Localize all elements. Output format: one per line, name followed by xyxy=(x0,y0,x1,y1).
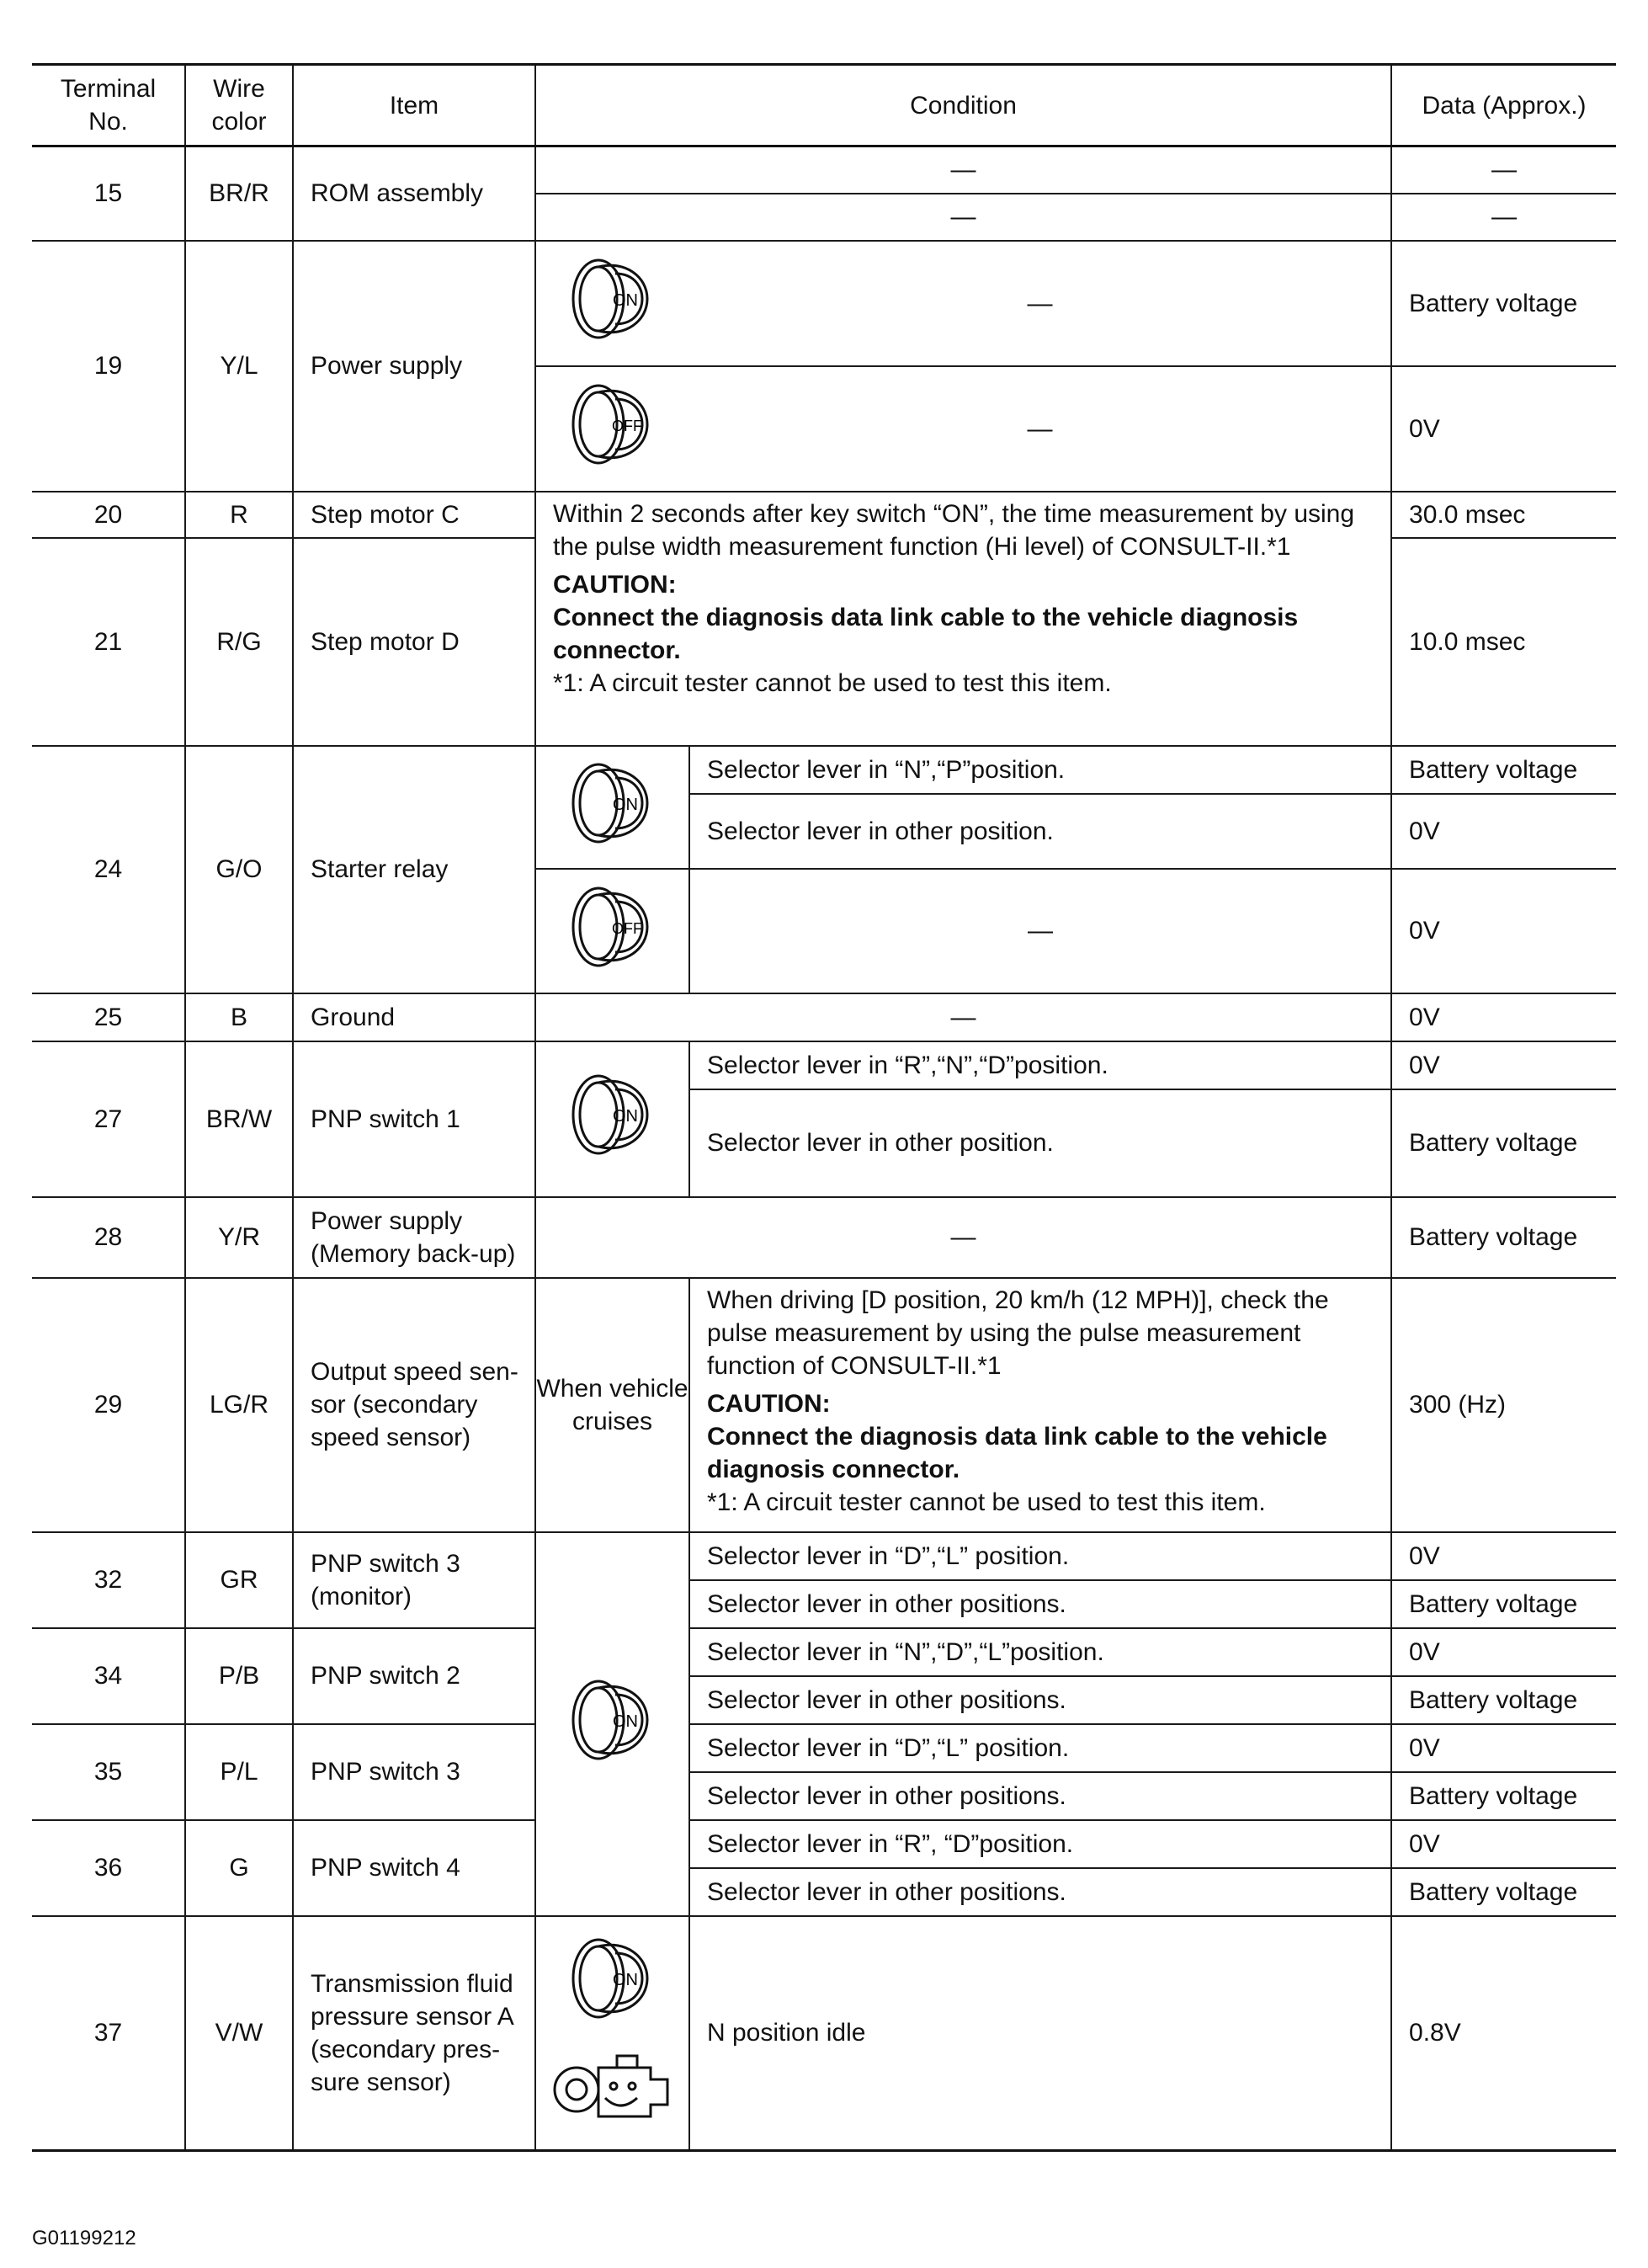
ignition-key-on-icon xyxy=(535,1041,689,1197)
condition-text: Selector lever in other positions. xyxy=(689,1772,1391,1820)
terminal-no: 37 xyxy=(32,1916,185,2151)
ignition-key-off-icon xyxy=(535,366,689,492)
condition-text: Selector lever in other position. xyxy=(689,1089,1391,1197)
terminal-no: 24 xyxy=(32,746,185,993)
data-dash: — xyxy=(1391,194,1616,241)
data-value: 10.0 msec xyxy=(1391,538,1616,746)
header-item: Item xyxy=(293,65,535,146)
terminal-no: 25 xyxy=(32,993,185,1041)
data-value: 0V xyxy=(1391,366,1616,492)
header-row xyxy=(32,65,1616,146)
wire-color: G xyxy=(185,1820,293,1916)
condition-text: Selector lever in “D”,“L” position. xyxy=(689,1532,1391,1580)
caution-label: CAUTION: xyxy=(553,570,677,599)
data-value: 0V xyxy=(1391,794,1616,869)
caution-label: CAUTION: xyxy=(707,1389,831,1418)
condition-dash: — xyxy=(689,869,1391,993)
terminal-no: 29 xyxy=(32,1278,185,1532)
condition-dash: — xyxy=(689,366,1391,492)
condition-text: Within 2 seconds after key switch “ON”, the time measurement by using the pulse width measurement function (Hi level) of CONSULT-II.*1 xyxy=(553,499,1355,561)
svg-text:ON: ON xyxy=(612,1712,638,1731)
data-value: Battery voltage xyxy=(1391,1676,1616,1724)
data-value: 0V xyxy=(1391,869,1616,993)
item-name: Ground xyxy=(293,993,535,1041)
header-wire: Wire color xyxy=(185,65,293,146)
condition-text: When driving [D position, 20 km/h (12 MPH)], check the pulse measurement by using the pulse measurement function of CONSULT-II.*1 xyxy=(707,1286,1329,1380)
item-name: PNP switch 4 xyxy=(293,1820,535,1916)
header-data: Data (Approx.) xyxy=(1391,65,1616,146)
item-name: PNP switch 2 xyxy=(293,1628,535,1724)
wire-color: P/L xyxy=(185,1724,293,1820)
terminal-no: 32 xyxy=(32,1532,185,1628)
table-row xyxy=(32,1197,1616,1278)
data-value: 30.0 msec xyxy=(1391,492,1616,538)
header-terminal: Terminal No. xyxy=(32,65,185,146)
terminal-no: 15 xyxy=(32,146,185,241)
ignition-key-on-icon xyxy=(535,746,689,869)
data-value: Battery voltage xyxy=(1391,1868,1616,1916)
svg-text:ON: ON xyxy=(612,1107,638,1126)
item-name: Power supply (Memory back-up) xyxy=(293,1197,535,1278)
table-row xyxy=(32,146,1616,194)
data-value: 0.8V xyxy=(1391,1916,1616,2151)
step-motor-condition xyxy=(535,492,1391,746)
terminal-no: 36 xyxy=(32,1820,185,1916)
condition-dash: — xyxy=(535,1197,1391,1278)
condition-when: When vehicle cruises xyxy=(535,1278,689,1532)
wire-color: Y/R xyxy=(185,1197,293,1278)
item-name: PNP switch 3 xyxy=(293,1724,535,1820)
engine-running-icon xyxy=(536,2037,688,2138)
wire-color: B xyxy=(185,993,293,1041)
table-row xyxy=(32,1628,1616,1676)
svg-text:ON: ON xyxy=(613,291,638,310)
ignition-key-on-icon xyxy=(535,241,689,366)
wire-color: LG/R xyxy=(185,1278,293,1532)
svg-text:ON: ON xyxy=(612,1970,638,1989)
table-row xyxy=(32,1532,1616,1580)
terminal-table xyxy=(32,63,1616,2152)
svg-text:OFF: OFF xyxy=(611,919,642,937)
table-row xyxy=(32,1916,1616,2151)
header-condition: Condition xyxy=(535,65,1391,146)
table-row xyxy=(32,1041,1616,1089)
data-value: Battery voltage xyxy=(1391,241,1616,366)
data-value: Battery voltage xyxy=(1391,1580,1616,1628)
caution-text: Connect the diagnosis data link cable to the vehicle diagnosis connector. xyxy=(553,603,1299,664)
ignition-key-on-icon xyxy=(535,1532,689,1916)
figure-code: G01199212 xyxy=(32,2227,136,2249)
table-row xyxy=(32,746,1616,794)
terminal-no: 20 xyxy=(32,492,185,538)
data-value: 0V xyxy=(1391,1532,1616,1580)
condition-text: Selector lever in other positions. xyxy=(689,1868,1391,1916)
terminal-no: 21 xyxy=(32,538,185,746)
terminal-no: 35 xyxy=(32,1724,185,1820)
condition-dash: — xyxy=(535,146,1391,194)
item-name: Power supply xyxy=(293,241,535,492)
terminal-no: 19 xyxy=(32,241,185,492)
wire-color: BR/R xyxy=(185,146,293,241)
wire-color: R xyxy=(185,492,293,538)
condition-text: Selector lever in “R”, “D”position. xyxy=(689,1820,1391,1868)
condition-text: Selector lever in other positions. xyxy=(689,1580,1391,1628)
table-row xyxy=(32,993,1616,1041)
condition-text: Selector lever in other positions. xyxy=(689,1676,1391,1724)
caution-text: Connect the diagnosis data link cable to the vehicle diagnosis connector. xyxy=(707,1422,1327,1483)
data-value: Battery voltage xyxy=(1391,1089,1616,1197)
terminal-no: 27 xyxy=(32,1041,185,1197)
key-and-engine-icon-cell xyxy=(535,1916,689,2151)
wire-color: P/B xyxy=(185,1628,293,1724)
data-value: 0V xyxy=(1391,1628,1616,1676)
data-value: 0V xyxy=(1391,1041,1616,1089)
data-dash: — xyxy=(1391,146,1616,194)
footnote: *1: A circuit tester cannot be used to test this item. xyxy=(553,668,1112,697)
wire-color: GR xyxy=(185,1532,293,1628)
data-value: Battery voltage xyxy=(1391,1772,1616,1820)
item-name: PNP switch 3 (monitor) xyxy=(293,1532,535,1628)
item-name: Step motor D xyxy=(293,538,535,746)
condition-dash: — xyxy=(689,241,1391,366)
condition-text: Selector lever in “N”,“P”position. xyxy=(689,746,1391,794)
wire-color: G/O xyxy=(185,746,293,993)
data-value: 300 (Hz) xyxy=(1391,1278,1616,1532)
ignition-key-on-icon xyxy=(536,1928,688,2037)
wire-color: BR/W xyxy=(185,1041,293,1197)
table-row xyxy=(32,1278,1616,1532)
data-value: Battery voltage xyxy=(1391,746,1616,794)
item-name: Output speed sen-sor (secondary speed sensor) xyxy=(293,1278,535,1532)
data-value: 0V xyxy=(1391,1820,1616,1868)
ignition-key-off-icon xyxy=(535,869,689,993)
terminal-no: 28 xyxy=(32,1197,185,1278)
terminal-no: 34 xyxy=(32,1628,185,1724)
data-value: 0V xyxy=(1391,993,1616,1041)
speed-sensor-condition xyxy=(689,1278,1391,1532)
condition-dash: — xyxy=(535,993,1391,1041)
condition-text: Selector lever in other position. xyxy=(689,794,1391,869)
item-name: ROM assembly xyxy=(293,146,535,241)
footnote: *1: A circuit tester cannot be used to test this item. xyxy=(707,1488,1266,1516)
wire-color: V/W xyxy=(185,1916,293,2151)
table-row xyxy=(32,241,1616,366)
svg-text:ON: ON xyxy=(612,795,638,814)
item-name: Step motor C xyxy=(293,492,535,538)
condition-text: Selector lever in “D”,“L” position. xyxy=(689,1724,1391,1772)
item-name: Starter relay xyxy=(293,746,535,993)
item-name: Transmission fluid pressure sensor A (secondary pres-sure sensor) xyxy=(293,1916,535,2151)
svg-text:OFF: OFF xyxy=(612,418,642,434)
wire-color: R/G xyxy=(185,538,293,746)
table-row xyxy=(32,492,1616,538)
condition-dash: — xyxy=(535,194,1391,241)
item-name: PNP switch 1 xyxy=(293,1041,535,1197)
condition-text: Selector lever in “R”,“N”,“D”position. xyxy=(689,1041,1391,1089)
table-row xyxy=(32,1724,1616,1772)
condition-text: N position idle xyxy=(689,1916,1391,2151)
document xyxy=(32,63,1616,2152)
data-value: 0V xyxy=(1391,1724,1616,1772)
condition-text: Selector lever in “N”,“D”,“L”position. xyxy=(689,1628,1391,1676)
data-value: Battery voltage xyxy=(1391,1197,1616,1278)
table-row xyxy=(32,1820,1616,1868)
wire-color: Y/L xyxy=(185,241,293,492)
